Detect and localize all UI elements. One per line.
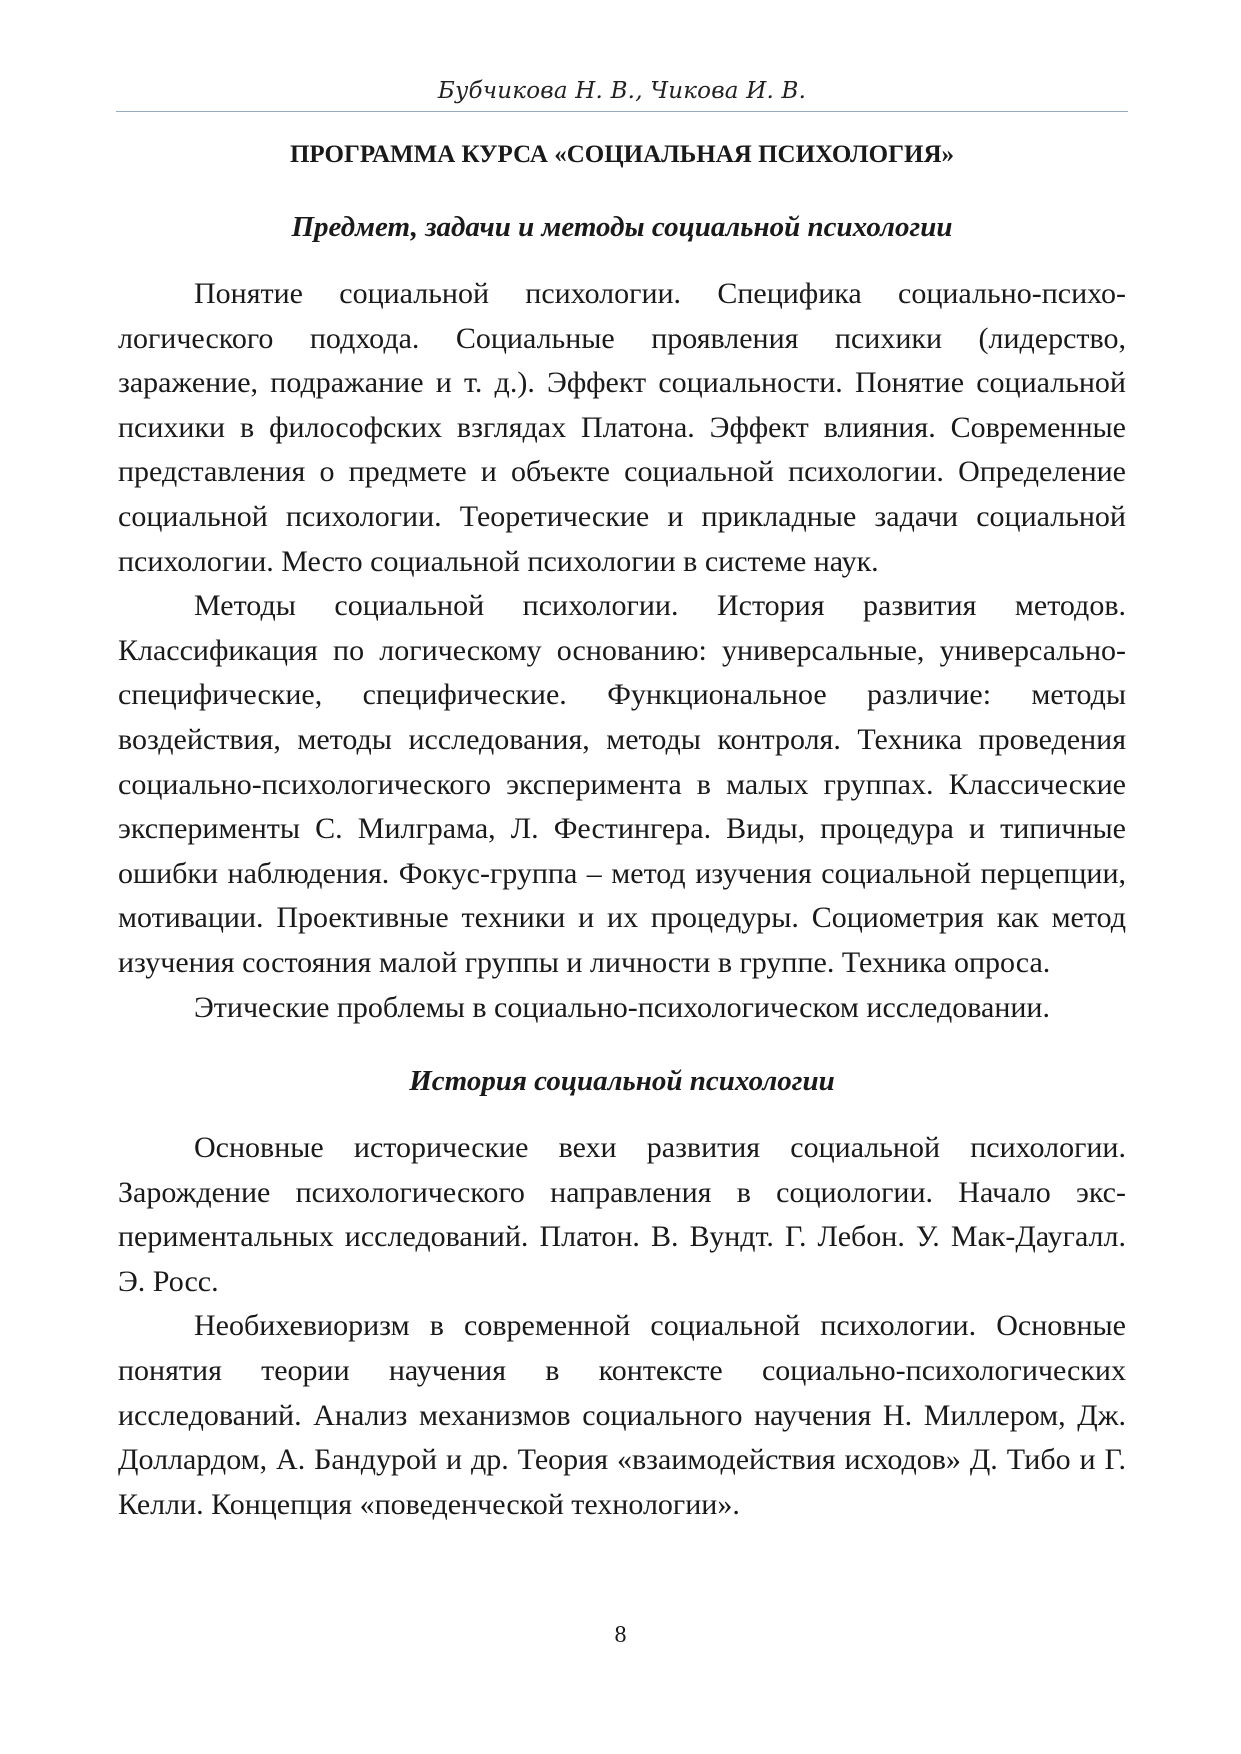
section-heading-subject-methods: Предмет, задачи и методы социальной психологии bbox=[291, 211, 953, 243]
paragraph-ethics: Этические проблемы в социально-психологическом исследовании. bbox=[194, 990, 1050, 1024]
page-number: 8 bbox=[614, 1622, 627, 1648]
page-body bbox=[118, 132, 1126, 1527]
paragraph-methods: Методы социальной психологии. История развития методов. Классификация по логическому основанию: универсальные, универсально-специфические, специфические. Функциональное различие: методы воздействия, методы исследования, методы контроля. Техника проведения социально-психологического эксперимента в малых группах. Классические эксперименты С. Милграма, Л. Фестингера. Виды, процедура и типичные ошибки наблюдения. Фокус-группа – метод изучения социальной перцепции, мотивации. Проективные техники и их процедуры. Социометрия как метод изучения состояния малой группы и личности в группе. Техника опроса. bbox=[118, 589, 1126, 979]
course-title: ПРОГРАММА КУРСА «СОЦИАЛЬНАЯ ПСИХОЛОГИЯ» bbox=[289, 141, 955, 168]
running-header-authors: Бубчикова Н. В., Чикова И. В. bbox=[437, 78, 807, 104]
section-heading-history: История социальной психологии bbox=[409, 1065, 835, 1098]
header-divider bbox=[116, 111, 1128, 112]
paragraph-neobehaviorism: Необихевиоризм в современной социальной психологии. Основные понятия теории научения в контексте социально-психологических исследований. Анализ механизмов социального научения Н. Миллером, Дж. Доллардом, А. Бандурой и др. Теория «взаимодействия исходов» Д. Тибо и Г. Келли. Концепция «поведенческой технологии». bbox=[118, 1309, 1126, 1521]
paragraph-concept: Понятие социальной психологии. Специфика социально-психологического подхода. Социальные проявления психики (лидерство, заражение, подражание и т. д.). Эффект социальности. Понятие социальной психики в философских взглядах Платона. Эффект влияния. Современные представления о предмете и объекте социальной психологии. Определение социальной психологии. Теоретические и прикладные задачи социальной психологии. Место социальной психологии в системе наук. bbox=[118, 277, 1126, 578]
paragraph-history-milestones: Основные исторические вехи развития социальной психологии. Зарождение психологического направления в социологии. Начало экспериментальных исследований. Платон. В. Вундт. Г. Лебон. У. Мак-Даугалл. Э. Росс. bbox=[118, 1131, 1126, 1298]
